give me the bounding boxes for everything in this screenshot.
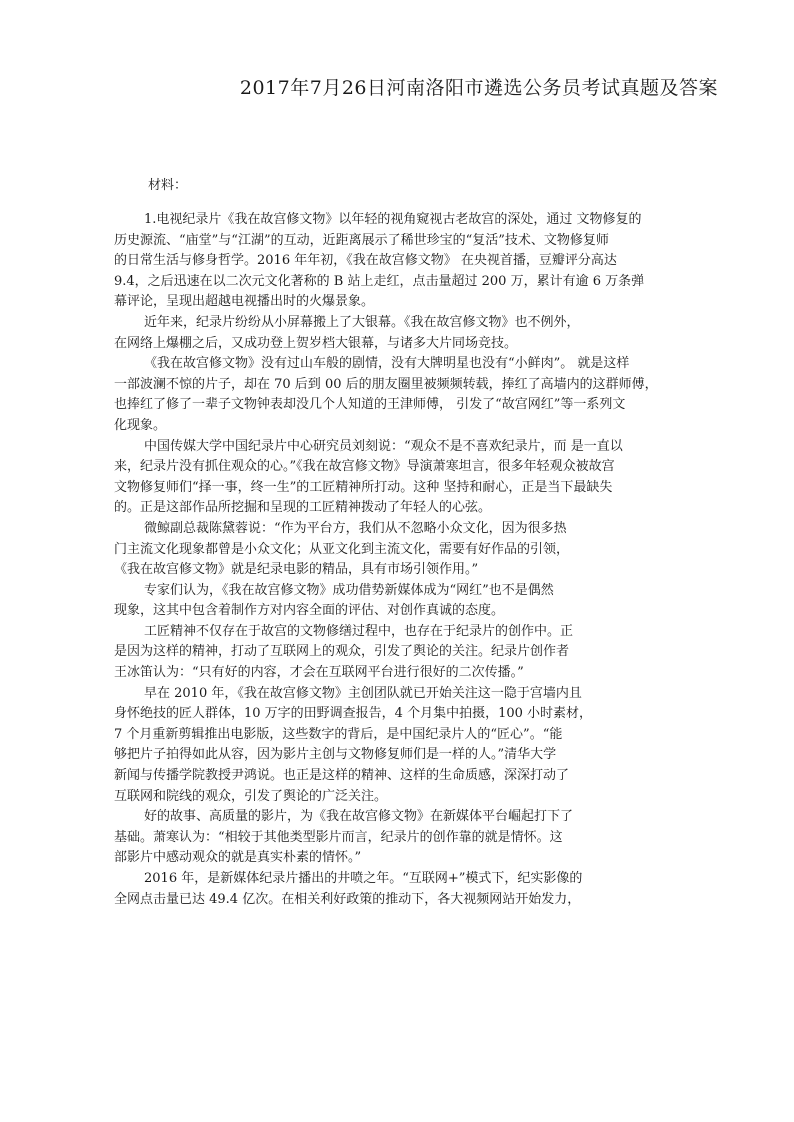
text-line: 基础。萧寒认为：“相较于其他类型影片而言，纪录片的创作靠的就是情怀。这 xyxy=(114,829,563,845)
text-line: 《我在故宫修文物》没有过山车般的剧情，没有大牌明星也没有“小鲜肉”。 就是这样 xyxy=(144,356,630,372)
paragraph xyxy=(114,622,674,684)
paragraph xyxy=(114,807,674,869)
text-line: 微鲸副总裁陈黛蓉说：“作为平台方，我们从不忽略小众文化，因为很多热 xyxy=(144,520,567,536)
paragraph xyxy=(114,869,674,910)
text-line: 门主流文化现象都曾是小众文化；从亚文化到主流文化，需要有好作品的引领， xyxy=(114,541,570,557)
section-label: 材料： xyxy=(148,178,188,193)
text-line: 部影片中感动观众的就是真实朴素的情怀。” xyxy=(114,850,362,866)
text-line: 幕评论，呈现出超越电视播出时的火爆景象。 xyxy=(114,294,375,310)
text-line: 新闻与传播学院教授尹鸿说。也正是这样的精神、这样的生命质感，深深打动了 xyxy=(114,768,570,784)
text-line: 9.4，之后迅速在以二次元文化著称的 B 站上走红，点击量超过 200 万，累计有逾 6 万条弹 xyxy=(114,273,645,289)
text-line: 近年来，纪录片纷纷从小屏幕搬上了大银幕。《我在故宫修文物》也不例外， xyxy=(144,314,580,330)
paragraph xyxy=(114,684,674,808)
text-line: 化现象。 xyxy=(114,417,167,433)
text-line: 身怀绝技的匠人群体，10 万字的田野调查报告，4 个月集中拍摄，100 小时素材， xyxy=(114,706,593,722)
text-line: 在网络上爆棚之后，又成功登上贺岁档大银幕，与诸多大片同场竞技。 xyxy=(114,335,518,351)
text-line: 是因为这样的精神，打动了互联网上的观众，引发了舆论的关注。纪录片创作者 xyxy=(114,644,570,660)
paragraph xyxy=(114,354,674,436)
text-line: 的日常生活与修身哲学。2016 年年初，《我在故宫修文物》 在央视首播，豆瓣评分高达 xyxy=(114,253,617,269)
paragraph xyxy=(114,581,674,622)
text-line: 《我在故宫修文物》就是纪录电影的精品，具有市场引领作用。” xyxy=(114,562,479,578)
text-line: 一部波澜不惊的片子，却在 70 后到 00 后的朋友圈里被频频转载，捧红了高墙内的这群师傅， xyxy=(114,376,658,392)
paragraph xyxy=(114,313,674,354)
paragraph xyxy=(114,437,674,519)
text-line: 2016 年，是新媒体纪录片播出的井喷之年。“互联网+”模式下，纪实影像的 xyxy=(144,871,583,886)
text-line: 1.电视纪录片《我在故宫修文物》以年轻的视角窥视古老故宫的深处，通过 文物修复的 xyxy=(144,212,642,227)
paragraph xyxy=(114,519,674,581)
paragraph xyxy=(114,210,674,313)
text-line: 够把片子拍得如此从容，因为影片主创与文物修复师们是一样的人。”清华大学 xyxy=(114,747,557,763)
text-line: 来，纪录片没有抓住观众的心。”《我在故宫修文物》导演萧寒坦言，很多年轻观众被故宫 xyxy=(114,459,615,475)
text-line: 的。正是这部作品所挖掘和呈现的工匠精神拨动了年轻人的心弦。 xyxy=(114,500,492,516)
text-line: 互联网和院线的观众，引发了舆论的广泛关注。 xyxy=(114,788,388,804)
text-line: 文物修复师们“择一事，终一生”的工匠精神所打动。这种 坚持和耐心，正是当下最缺失 xyxy=(114,479,613,495)
text-line: 现象，这其中包含着制作方对内容全面的评估、对创作真诚的态度。 xyxy=(114,603,505,619)
text-line: 王冰笛认为：“只有好的内容，才会在互联网平台进行很好的二次传播。” xyxy=(114,665,524,681)
document-body xyxy=(114,210,674,910)
text-line: 专家们认为，《我在故宫修文物》成功借势新媒体成为“网红”也不是偶然 xyxy=(144,582,554,598)
text-line: 中国传媒大学中国纪录片中心研究员刘刻说：“观众不是不喜欢纪录片，而 是一直以 xyxy=(144,438,623,454)
text-line: 7 个月重新剪辑推出电影版，这些数字的背后，是中国纪录片人的“匠心”。“能 xyxy=(114,726,563,742)
text-line: 历史源流、“庙堂”与“江湖”的互动，近距离展示了稀世珍宝的“复活”技术、文物修复师 xyxy=(114,232,609,248)
text-line: 早在 2010 年，《我在故宫修文物》主创团队就已开始关注这一隐于宫墙内且 xyxy=(144,685,582,701)
document-title: 2017年7月26日河南洛阳市遴选公务员考试真题及答案 xyxy=(239,77,718,99)
text-line: 全网点击量已达 49.4 亿次。在相关利好政策的推动下，各大视频网站开始发力， xyxy=(114,891,581,907)
text-line: 工匠精神不仅存在于故宫的文物修缮过程中，也存在于纪录片的创作中。正 xyxy=(144,623,574,639)
text-line: 也捧红了修了一辈子文物钟表却没几个人知道的王津师傅， 引发了“故宫网红”等一系列文 xyxy=(114,397,626,413)
text-line: 好的故事、高质量的影片，为《我在故宫修文物》在新媒体平台崛起打下了 xyxy=(144,809,574,825)
